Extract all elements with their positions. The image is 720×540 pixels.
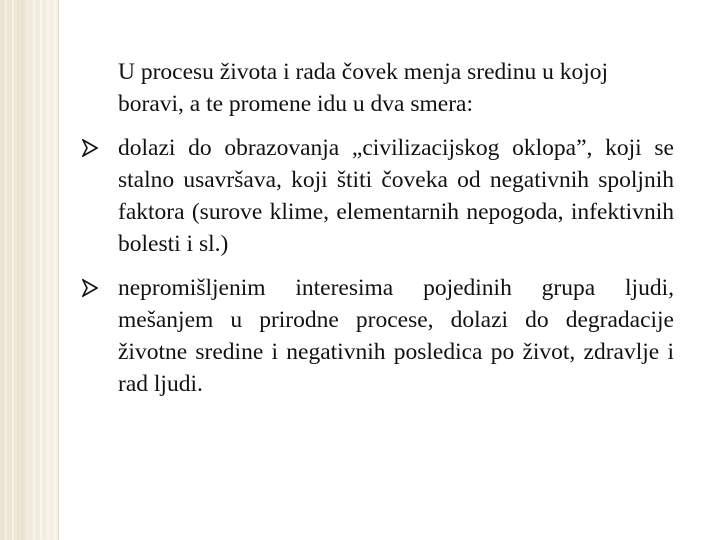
bullet-item-2 <box>82 272 674 400</box>
bullet-text-2: nepromišljenim interesima pojedinih grupa ljudi, mešanjem u prirodne procese, dolazi do degradacije životne sredine i negativnih posledica po život, zdravlje i rad ljudi. <box>118 275 674 397</box>
bullet-text-1: dolazi do obrazovanja „civilizacijskog oklopa”, koji se stalno usavršava, koji štiti čoveka od negativnih spoljnih faktora (surove klime, elementarnih nepogoda, infektivnih bolesti i sl.) <box>118 135 674 257</box>
arrowhead-bullet-icon <box>82 279 98 297</box>
side-panel-stripe <box>18 0 32 540</box>
slide-content <box>82 56 674 400</box>
intro-paragraph: U procesu života i rada čovek menja sredinu u kojoj boravi, a te promene idu u dva smera: <box>118 59 609 117</box>
bullet-item-1 <box>82 132 674 260</box>
decorative-side-panel <box>0 0 59 540</box>
arrowhead-bullet-icon <box>82 139 98 157</box>
